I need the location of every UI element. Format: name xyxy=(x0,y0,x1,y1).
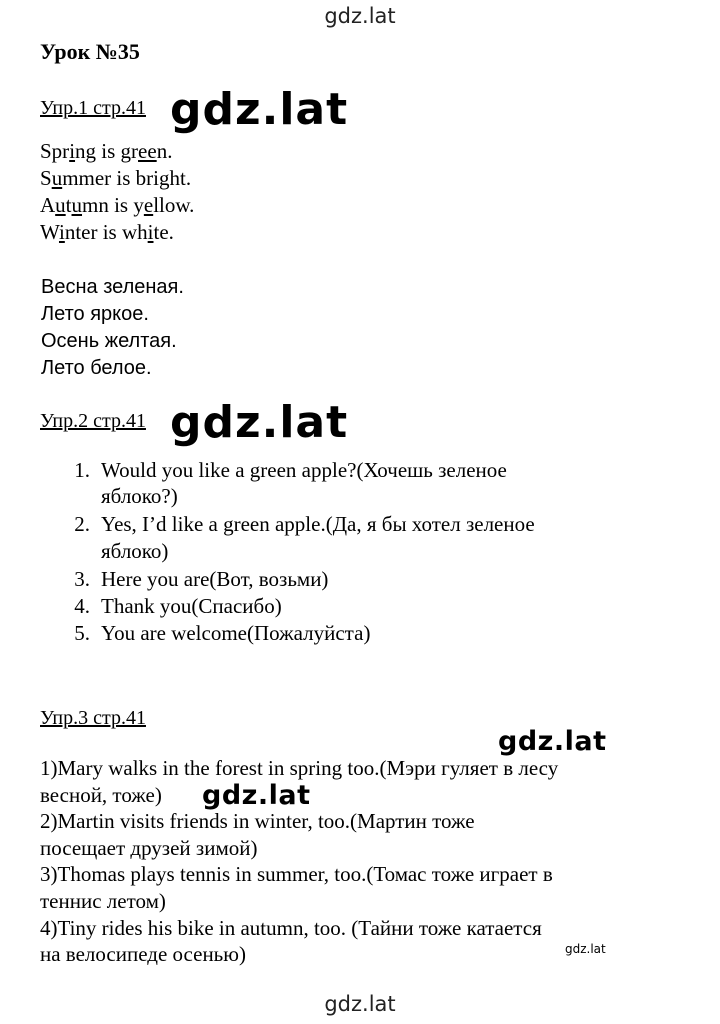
ex1-russian-line: Осень желтая. xyxy=(41,330,177,352)
ex2-item-text: Yes, I’d like a green apple.(Да, я бы хотел зеленое xyxy=(101,512,535,536)
ex1-heading: Упр.1 стр.41 xyxy=(40,97,146,119)
ex2-heading: Упр.2 стр.41 xyxy=(40,410,146,432)
watermark-top: gdz.lat xyxy=(324,4,396,28)
watermark-bottom: gdz.lat xyxy=(324,992,396,1016)
text-segment: S xyxy=(40,166,52,190)
watermark-ex1: gdz.lat xyxy=(170,84,349,135)
watermark-ex3-small: gdz.lat xyxy=(565,942,606,956)
ex2-item-number: 1. xyxy=(74,458,90,482)
ex1-russian-line: Лето белое. xyxy=(41,357,152,379)
ex2-item-number: 2. xyxy=(74,512,90,536)
ex3-line: 3)Thomas plays tennis in summer, too.(Томас тоже играет в xyxy=(40,862,553,886)
ex1-english-line xyxy=(40,166,191,191)
text-segment: te. xyxy=(153,220,174,244)
text-segment: llow. xyxy=(153,193,195,217)
lesson-title: Урок №35 xyxy=(40,39,140,64)
text-segment: ng is gr xyxy=(75,139,139,163)
underlined-vowel: i xyxy=(147,220,154,244)
text-segment: A xyxy=(40,193,56,217)
watermark-ex3-left: gdz.lat xyxy=(202,780,311,811)
ex2-item-text: You are welcome(Пожалуйста) xyxy=(101,621,371,645)
text-segment: t xyxy=(65,193,72,217)
ex3-line: теннис летом) xyxy=(40,889,166,913)
ex2-item-text: Here you are(Вот, возьми) xyxy=(101,567,329,591)
text-segment: mn is y xyxy=(82,193,144,217)
ex2-item-text: Thank you(Спасибо) xyxy=(101,594,282,618)
ex1-english-line xyxy=(40,139,172,164)
underlined-vowel: u xyxy=(71,193,83,217)
ex1-russian-line: Весна зеленая. xyxy=(41,276,184,298)
watermark-ex2: gdz.lat xyxy=(170,397,349,448)
ex3-line: посещает друзей зимой) xyxy=(40,836,258,860)
underlined-vowel: u xyxy=(51,166,63,190)
ex2-item-text: яблоко?) xyxy=(101,484,178,508)
text-segment: mmer is bright. xyxy=(62,166,192,190)
ex3-line: 1)Mary walks in the forest in spring too.(Мэри гуляет в лесу xyxy=(40,756,559,780)
ex3-line: 2)Martin visits friends in winter, too.(Мартин тоже xyxy=(40,809,475,833)
ex3-line: весной, тоже) xyxy=(40,783,162,807)
ex3-heading: Упр.3 стр.41 xyxy=(40,707,146,729)
ex2-item-text: яблоко) xyxy=(101,539,169,563)
ex2-item-number: 5. xyxy=(74,621,90,645)
underlined-vowel: i xyxy=(58,220,65,244)
watermark-ex3-right: gdz.lat xyxy=(498,726,607,757)
ex1-english-line xyxy=(40,193,194,218)
ex3-line: 4)Tiny rides his bike in autumn, too. (Тайни тоже катается xyxy=(40,916,542,940)
ex2-item-number: 4. xyxy=(74,594,90,618)
text-segment: Spr xyxy=(40,139,70,163)
underlined-vowel: u xyxy=(55,193,66,217)
text-segment: W xyxy=(40,220,59,244)
text-segment: nter is wh xyxy=(64,220,148,244)
underlined-vowel: e xyxy=(143,193,154,217)
ex2-item-text: Would you like a green apple?(Хочешь зеленое xyxy=(101,458,507,482)
underlined-vowel: i xyxy=(69,139,76,163)
underlined-vowel: ee xyxy=(138,139,157,163)
text-segment: n. xyxy=(156,139,173,163)
ex1-russian-line: Лето яркое. xyxy=(41,303,149,325)
ex3-line: на велосипеде осенью) xyxy=(40,942,246,966)
ex2-item-number: 3. xyxy=(74,567,90,591)
ex1-english-line xyxy=(40,220,174,245)
